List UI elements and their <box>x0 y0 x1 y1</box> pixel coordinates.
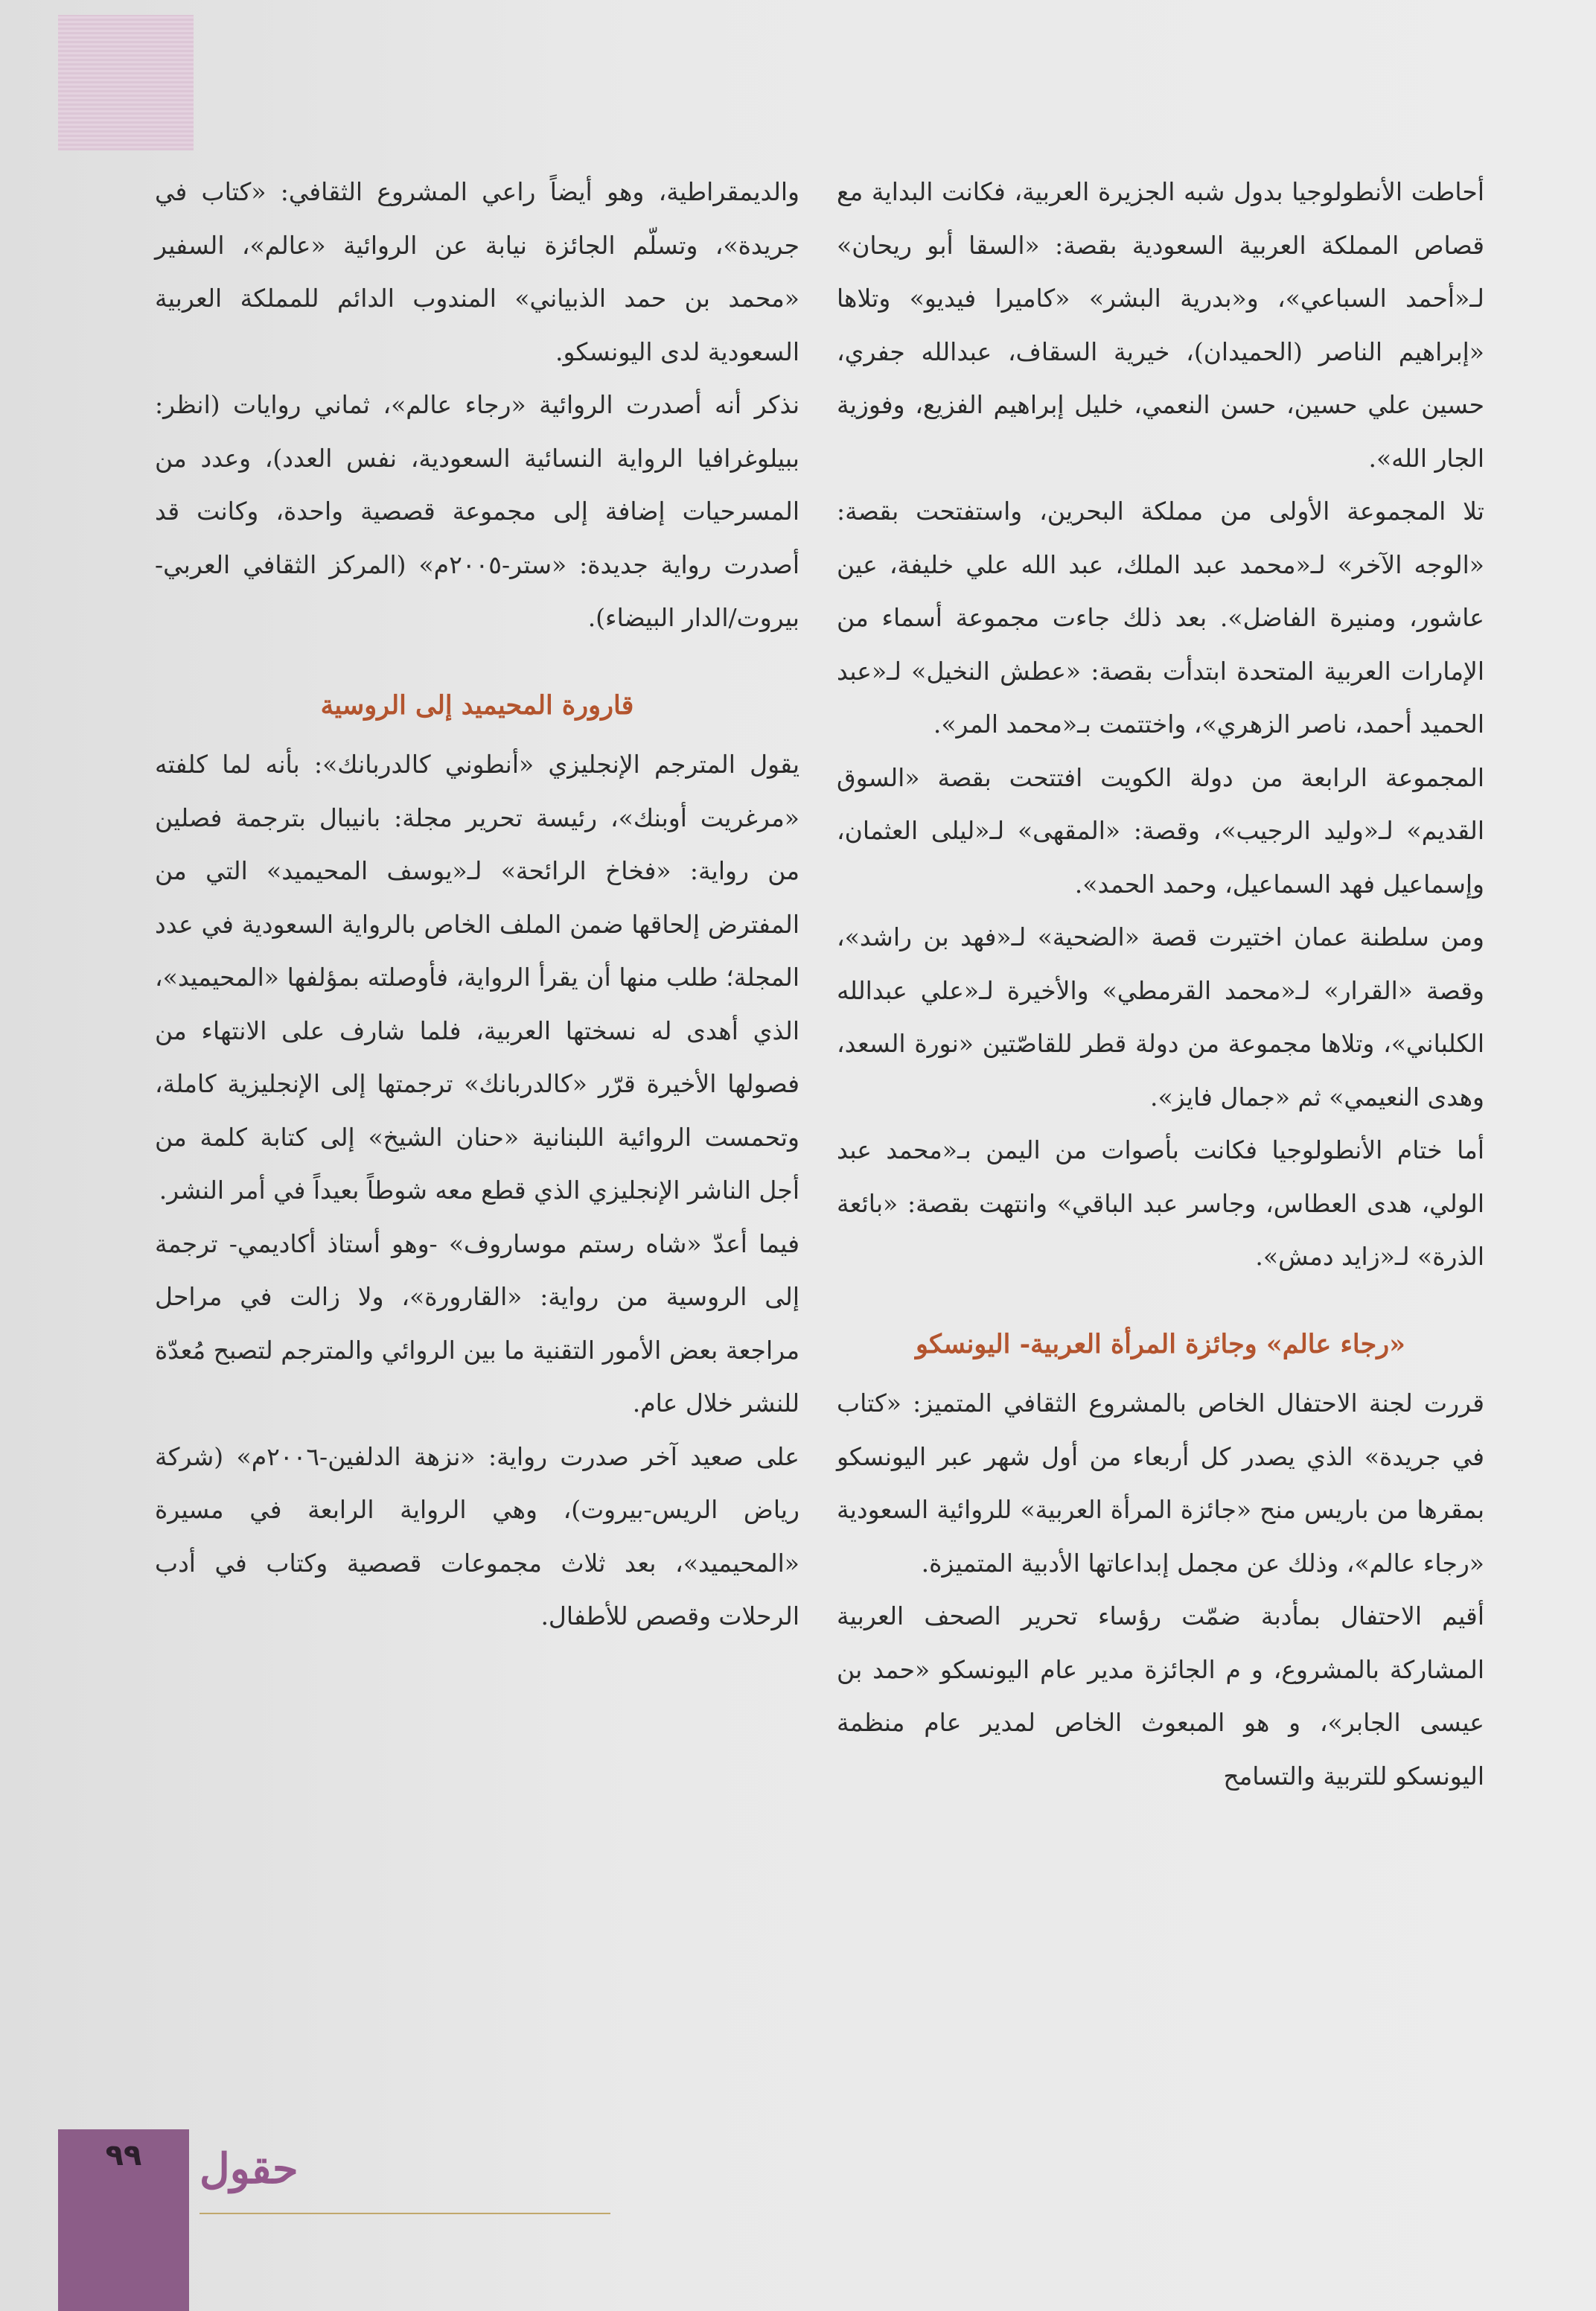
paragraph: قررت لجنة الاحتفال الخاص بالمشروع الثقافي المتميز: «كتاب في جريدة» الذي يصدر كل أربعاء من أول شهر عبر اليونسكو بمقرها من باريس منح «جائزة المرأة العربية» للروائية السعودية «رجاء عالم»، وذلك عن مجمل إبداعاتها الأدبية المتميزة. <box>837 1389 1484 1578</box>
paragraph: فيما أعدّ «شاه رستم موساروف» -وهو أستاذ أكاديمي- ترجمة إلى الروسية من رواية: «القارورة»، ولا زالت في مراحل مراجعة بعض الأمور التقنية ما بين الروائي والمترجم لتصبح مُعدّة للنشر خلال عام. <box>155 1228 799 1418</box>
magazine-logo: حقول <box>200 2144 299 2193</box>
paragraph: نذكر أنه أصدرت الروائية «رجاء عالم»، ثماني روايات (انظر: ببيلوغرافيا الرواية النسائية السعودية، نفس العدد)، وعدد من المسرحيات إضافة إلى مجموعة قصصية واحدة، وكانت قد أصدرت رواية جديدة: «ستر-٢٠٠٥م» (المركز الثقافي العربي-بيروت/الدار البيضاء). <box>155 390 799 632</box>
paragraph: أحاطت الأنطولوجيا بدول شبه الجزيرة العربية، فكانت البداية مع قصاص المملكة العربية السعودية بقصة: «السقا أبو ريحان» لـ«أحمد السباعي»، و«بدرية البشر» «كاميرا فيديو» وتلاها «إبراهيم الناصر (الحميدان)، خيرية السقاف، عبدالله جفري، حسين علي حسين، حسن النعمي، خليل إبراهيم الفزيع، وفوزية الجار الله». <box>837 177 1484 473</box>
paragraph: أقيم الاحتفال بمأدبة ضمّت رؤساء تحرير الصحف العربية المشاركة بالمشروع، و م الجائزة مدير عام اليونسكو «حمد بن عيسى الجابر»، و هو المبعوث الخاص لمدير عام منظمة اليونسكو للتربية والتسامح <box>837 1601 1484 1791</box>
corner-decoration <box>58 15 194 150</box>
paragraph: تلا المجموعة الأولى من مملكة البحرين، واستفتحت بقصة: «الوجه الآخر» لـ«محمد عبد الملك، عبد الله علي خليفة، عين عاشور، ومنيرة الفاضل». بعد ذلك جاءت مجموعة أسماء من الإمارات العربية المتحدة ابتدأت بقصة: «عطش النخيل» لـ«عبد الحميد أحمد، ناصر الزهري»، واختتمت بـ«محمد المر». <box>837 497 1484 739</box>
paragraph: ومن سلطنة عمان اختيرت قصة «الضحية» لـ«فهد بن راشد»، وقصة «القرار» لـ«محمد القرمطي» والأخيرة لـ«علي عبدالله الكلباني»، وتلاها مجموعة من دولة قطر للقاصّتين «نورة السعد، وهدى النعيمي» ثم «جمال فايز». <box>837 922 1484 1112</box>
page-number: ٩٩ <box>105 2138 142 2173</box>
paragraph: يقول المترجم الإنجليزي «أنطوني كالدربانك»: بأنه لما كلفته «مرغريت أوبنك»، رئيسة تحرير مجلة: بانيبال بترجمة فصلين من رواية: «فخاخ الرائحة» لـ«يوسف المحيميد» التي من المفترض إلحاقها ضمن الملف الخاص بالرواية السعودية في عدد المجلة؛ طلب منها أن يقرأ الرواية، فأوصلته بمؤلفها «المحيميد»، الذي أهدى له نسختها العربية، فلما شارف على الانتهاء من فصولها الأخيرة قرّر «كالدربانك» ترجمتها إلى الإنجليزية كاملة، وتحمست الروائية اللبنانية «حنان الشيخ» إلى كتابة كلمة من أجل الناشر الإنجليزي الذي قطع معه شوطاً بعيداً في أمر النشر. <box>155 750 799 1205</box>
paragraph: والديمقراطية، وهو أيضاً راعي المشروع الثقافي: «كتاب في جريدة»، وتسلّم الجائزة نيابة عن الروائية «عالم»، السفير «محمد بن حمد الذبياني» المندوب الدائم للمملكة العربية السعودية لدى اليونسكو. <box>155 177 799 366</box>
left-column <box>155 165 799 1643</box>
footer-rule <box>200 2213 610 2214</box>
right-column <box>837 165 1484 1802</box>
paragraph: أما ختام الأنطولوجيا فكانت بأصوات من اليمن بـ«محمد عبد الولي، هدى العطاس، وجاسر عبد الباقي» وانتهت بقصة: «بائعة الذرة» لـ«زايد دمش». <box>837 1135 1484 1271</box>
section-heading: قارورة المحيميد إلى الروسية <box>320 689 634 721</box>
paragraph: المجموعة الرابعة من دولة الكويت افتتحت بقصة «السوق القديم» لـ«وليد الرجيب»، وقصة: «المقهى» لـ«ليلى العثمان، وإسماعيل فهد السماعيل، وحمد الحمد». <box>837 762 1484 899</box>
section-heading: «رجاء عالم» وجائزة المرأة العربية- اليونسكو <box>915 1328 1405 1359</box>
paragraph: على صعيد آخر صدرت رواية: «نزهة الدلفين-٢٠٠٦م» (شركة رياض الريس-بيروت)، وهي الرواية الرابعة في مسيرة «المحيميد»، بعد ثلاث مجموعات قصصية وكتاب في أدب الرحلات وقصص للأطفال. <box>155 1441 799 1631</box>
